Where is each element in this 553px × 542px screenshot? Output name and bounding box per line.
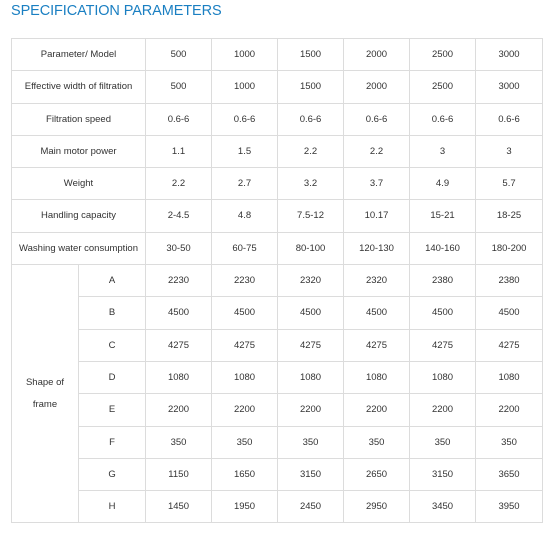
table-cell: 2230 [212, 265, 278, 297]
table-cell: 180-200 [476, 232, 543, 264]
table-cell: 2320 [344, 265, 410, 297]
table-cell: 350 [212, 426, 278, 458]
table-cell: 350 [146, 426, 212, 458]
table-cell: 4275 [146, 329, 212, 361]
table-cell: 2500 [410, 71, 476, 103]
dimension-label: D [79, 361, 146, 393]
table-row [12, 491, 543, 523]
table-cell: 1080 [476, 361, 543, 393]
table-cell: 80-100 [278, 232, 344, 264]
table-cell: 4500 [212, 297, 278, 329]
dimension-label: F [79, 426, 146, 458]
table-cell: 2950 [344, 491, 410, 523]
shape-of-frame-label: Shape of frame [12, 265, 79, 523]
row-label: Main motor power [12, 135, 146, 167]
table-cell: 4500 [476, 297, 543, 329]
table-cell: 1080 [344, 361, 410, 393]
table-cell: 2380 [476, 265, 543, 297]
table-row [12, 200, 543, 232]
row-label: Parameter/ Model [12, 39, 146, 71]
table-cell: 3450 [410, 491, 476, 523]
table-cell: 0.6-6 [344, 103, 410, 135]
table-cell: 2320 [278, 265, 344, 297]
table-cell: 2200 [476, 394, 543, 426]
row-label: Effective width of filtration [12, 71, 146, 103]
table-row [12, 168, 543, 200]
table-cell: 18-25 [476, 200, 543, 232]
specification-table-body [12, 39, 543, 523]
table-cell: 350 [410, 426, 476, 458]
table-cell: 2200 [146, 394, 212, 426]
dimension-label: C [79, 329, 146, 361]
table-cell: 4500 [410, 297, 476, 329]
table-cell: 0.6-6 [212, 103, 278, 135]
table-cell: 2200 [344, 394, 410, 426]
table-cell: 500 [146, 71, 212, 103]
table-cell: 3150 [278, 458, 344, 490]
table-cell: 1500 [278, 71, 344, 103]
table-cell: 4275 [410, 329, 476, 361]
table-cell: 4275 [476, 329, 543, 361]
table-cell: 60-75 [212, 232, 278, 264]
table-cell: 4500 [278, 297, 344, 329]
table-cell: 2.7 [212, 168, 278, 200]
table-row [12, 232, 543, 264]
table-cell: 30-50 [146, 232, 212, 264]
table-cell: 2380 [410, 265, 476, 297]
table-cell: 2230 [146, 265, 212, 297]
table-cell: 2-4.5 [146, 200, 212, 232]
table-cell: 3 [476, 135, 543, 167]
table-cell: 1.5 [212, 135, 278, 167]
table-cell: 0.6-6 [278, 103, 344, 135]
table-row [12, 265, 543, 297]
table-cell: 2200 [212, 394, 278, 426]
table-cell: 2.2 [146, 168, 212, 200]
table-cell: 3 [410, 135, 476, 167]
row-label: Weight [12, 168, 146, 200]
table-cell: 1450 [146, 491, 212, 523]
table-row [12, 103, 543, 135]
table-cell: 0.6-6 [146, 103, 212, 135]
table-cell: 1150 [146, 458, 212, 490]
table-cell: 2000 [344, 71, 410, 103]
table-cell: 1080 [146, 361, 212, 393]
table-cell: 350 [278, 426, 344, 458]
table-cell: 4.8 [212, 200, 278, 232]
table-cell: 1080 [410, 361, 476, 393]
table-row [12, 71, 543, 103]
table-cell: 140-160 [410, 232, 476, 264]
table-row [12, 426, 543, 458]
table-cell: 5.7 [476, 168, 543, 200]
table-cell: 3650 [476, 458, 543, 490]
table-cell: 1000 [212, 71, 278, 103]
table-cell: 3.2 [278, 168, 344, 200]
table-cell: 2.2 [278, 135, 344, 167]
dimension-label: A [79, 265, 146, 297]
table-cell: 2450 [278, 491, 344, 523]
table-cell: 4275 [344, 329, 410, 361]
row-label: Washing water consumption [12, 232, 146, 264]
table-cell: 3150 [410, 458, 476, 490]
table-cell: 350 [344, 426, 410, 458]
table-cell: 0.6-6 [476, 103, 543, 135]
dimension-label: E [79, 394, 146, 426]
table-cell: 4500 [146, 297, 212, 329]
table-cell: 10.17 [344, 200, 410, 232]
specification-table [11, 38, 543, 523]
table-cell: 0.6-6 [410, 103, 476, 135]
table-row [12, 394, 543, 426]
table-cell: 3000 [476, 39, 543, 71]
table-cell: 1950 [212, 491, 278, 523]
page-title: SPECIFICATION PARAMETERS [11, 3, 222, 19]
table-cell: 2200 [278, 394, 344, 426]
table-row [12, 361, 543, 393]
table-row [12, 39, 543, 71]
table-cell: 1080 [212, 361, 278, 393]
table-cell: 500 [146, 39, 212, 71]
table-cell: 1080 [278, 361, 344, 393]
table-cell: 4275 [278, 329, 344, 361]
table-cell: 7.5-12 [278, 200, 344, 232]
table-cell: 350 [476, 426, 543, 458]
row-label: Handling capacity [12, 200, 146, 232]
table-cell: 3.7 [344, 168, 410, 200]
row-label: Filtration speed [12, 103, 146, 135]
table-cell: 15-21 [410, 200, 476, 232]
table-cell: 2.2 [344, 135, 410, 167]
table-cell: 1500 [278, 39, 344, 71]
table-cell: 2650 [344, 458, 410, 490]
table-cell: 1.1 [146, 135, 212, 167]
dimension-label: B [79, 297, 146, 329]
table-cell: 1650 [212, 458, 278, 490]
dimension-label: G [79, 458, 146, 490]
table-cell: 3000 [476, 71, 543, 103]
table-row [12, 297, 543, 329]
table-row [12, 458, 543, 490]
table-cell: 1000 [212, 39, 278, 71]
dimension-label: H [79, 491, 146, 523]
table-cell: 2500 [410, 39, 476, 71]
table-row [12, 329, 543, 361]
table-cell: 4500 [344, 297, 410, 329]
table-cell: 3950 [476, 491, 543, 523]
table-cell: 4.9 [410, 168, 476, 200]
table-cell: 2200 [410, 394, 476, 426]
table-row [12, 135, 543, 167]
table-cell: 2000 [344, 39, 410, 71]
table-cell: 4275 [212, 329, 278, 361]
table-cell: 120-130 [344, 232, 410, 264]
